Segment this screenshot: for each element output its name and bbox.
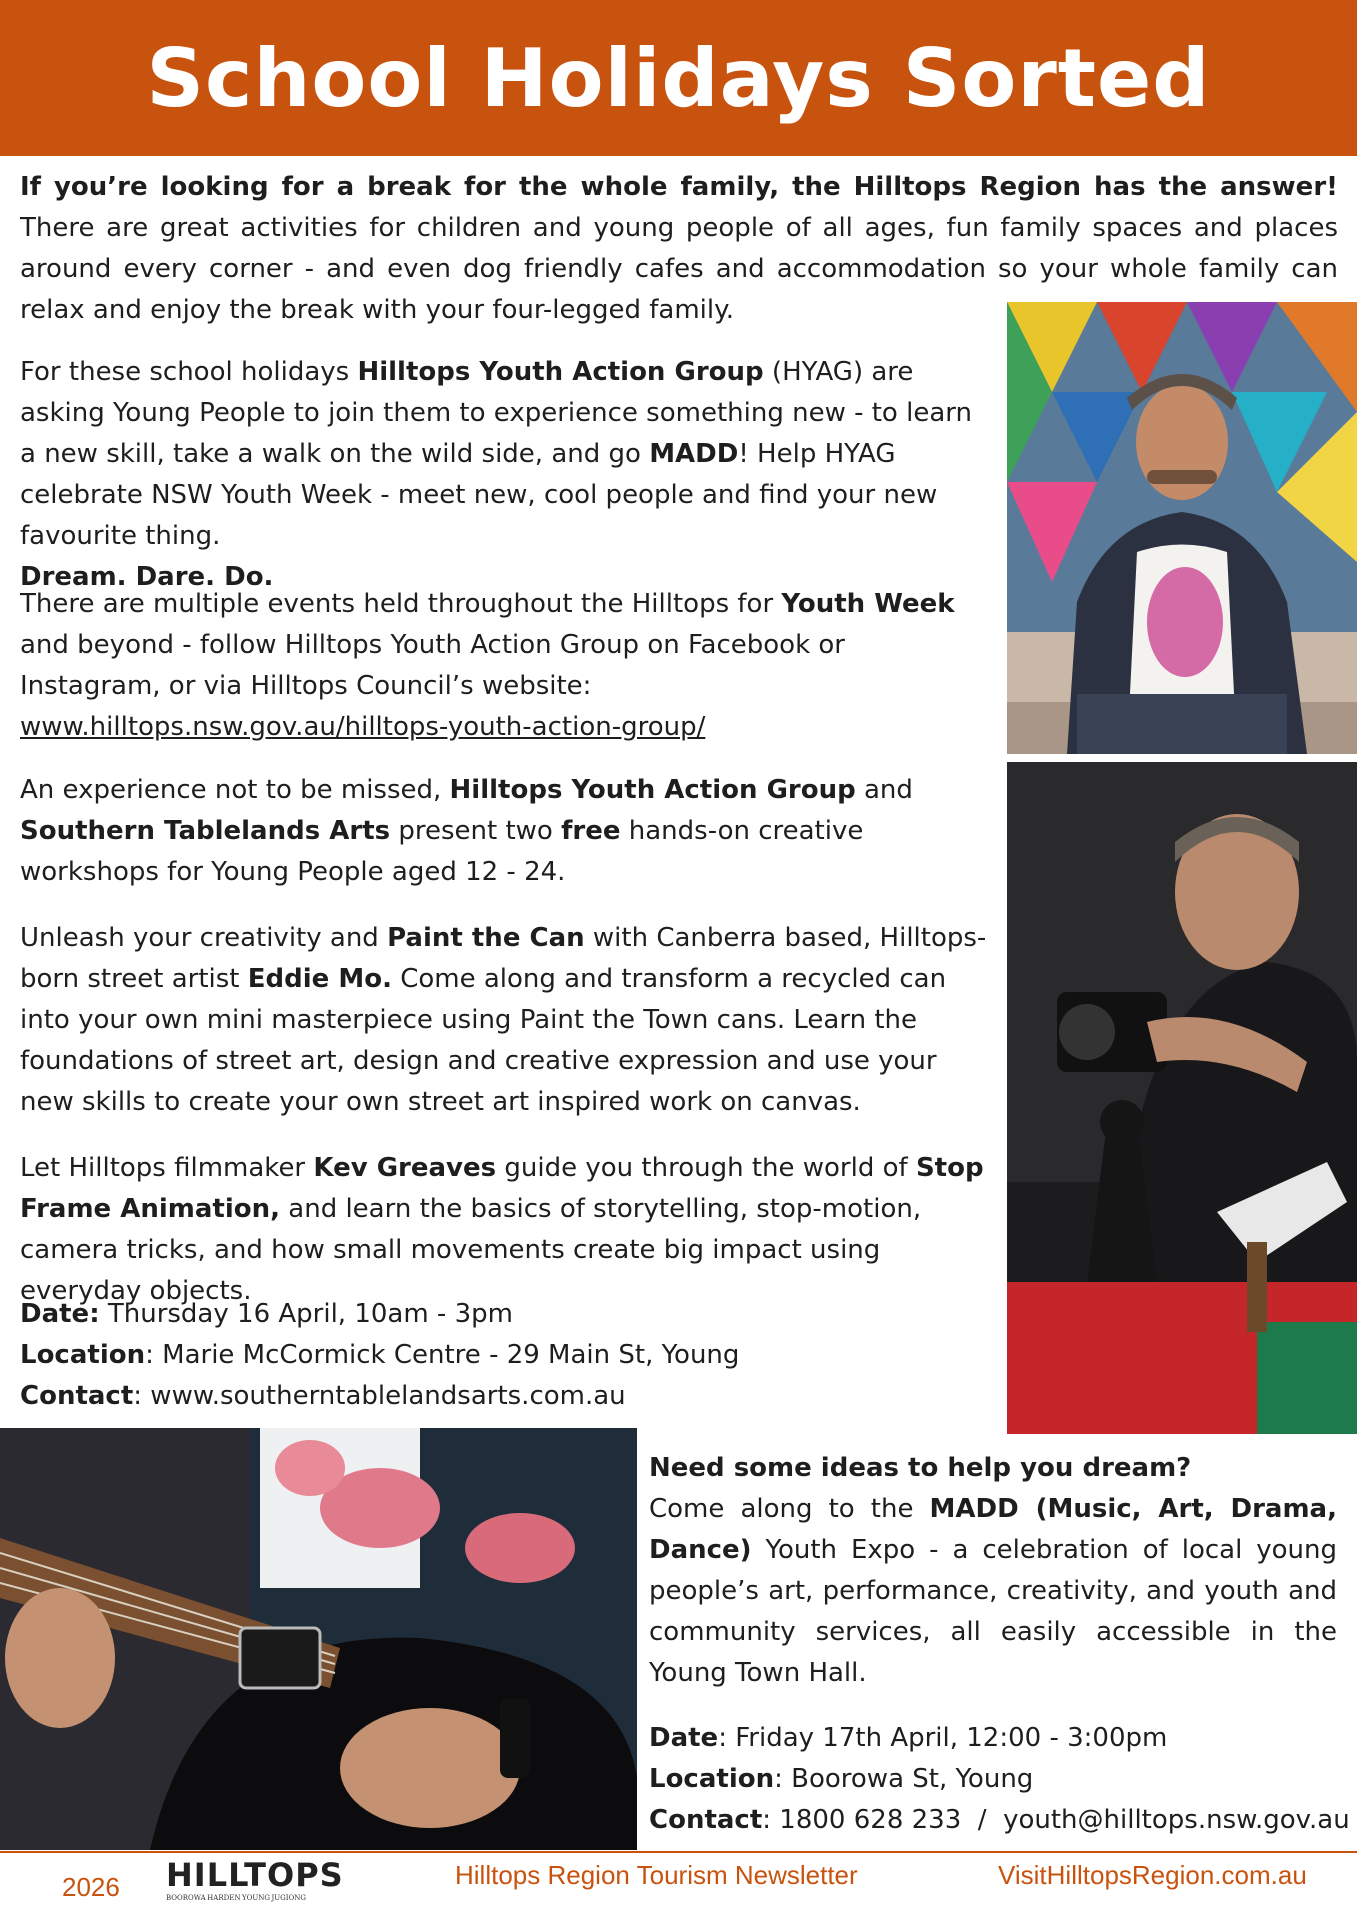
youth-week-name: Youth Week [781,589,955,619]
footer-divider [0,1851,1357,1853]
contact-value: : 1800 628 233 / youth@hilltops.nsw.gov.au [762,1805,1350,1835]
org-name: Hilltops Youth Action Group [449,775,856,805]
free-label: free [561,816,621,846]
contact-label: Contact [20,1381,134,1411]
date-label: Date: [20,1299,100,1329]
madd-paragraph [649,1489,1337,1694]
paint-the-can-paragraph [20,918,992,1123]
org-name: Hilltops Youth Action Group [357,357,764,387]
location-value: : Marie McCormick Centre - 29 Main St, Young [145,1340,740,1370]
location-label: Location [20,1340,146,1370]
text: and beyond - follow Hilltops Youth Action Group on Facebook or Instagram, or via Hilltops Council’s website: [20,630,845,701]
text: An experience not to be missed, [20,775,450,805]
text: For these school holidays [20,357,358,387]
page-title: School Holidays Sorted [146,31,1211,125]
filmmaker-name: Kev Greaves [313,1153,497,1183]
madd-heading-text: Need some ideas to help you dream? [649,1453,1192,1483]
footer-website-link[interactable]: VisitHilltopsRegion.com.au [998,1860,1307,1890]
artist-name: Eddie Mo. [247,964,392,994]
stop-frame-paragraph [20,1148,992,1312]
org-name: Southern Tablelands Arts [20,816,391,846]
hilltops-logo [166,1856,344,1916]
text: Come along and transform a recycled can into your own mini masterpiece using Paint the Town cans. Learn the foundations of street art, design and creative expression and use your new skills to create your own street art inspired work on canvas. [20,964,947,1117]
date-value: Thursday 16 April, 10am - 3pm [99,1299,513,1329]
footer-year: 2026 [62,1872,120,1902]
text: guide you through the world of [496,1153,916,1183]
footer-newsletter-name: Hilltops Region Tourism Newsletter [455,1860,858,1890]
youth-week-paragraph [20,584,992,748]
madd-details [649,1718,1349,1841]
text: Youth Expo - a celebration of local young people’s art, performance, creativity, and youth and community services, all easily accessible in the Young Town Hall. [649,1535,1337,1688]
photo-guitar [0,1428,637,1850]
date-label: Date [649,1723,719,1753]
intro-lead: If you’re looking for a break for the whole family, the Hilltops Region has the answer! [20,172,1338,202]
logo-towns [166,1894,306,1902]
workshop-name: Paint the Can [387,923,585,953]
text: and [855,775,913,805]
text: and learn the basics of storytelling, stop-motion, camera tricks, and how small movements create big impact using everyday objects. [20,1194,922,1306]
location-value: : Boorowa St, Young [774,1764,1034,1794]
intro-text: There are great activities for children and young people of all ages, fun family spaces and places around every corner - and even dog friendly cafes and accommodation so your whole family can relax and enjoy the break with your four-legged family. [20,213,1338,325]
date-value: : Friday 17th April, 12:00 - 3:00pm [718,1723,1168,1753]
madd-expo-name: MADD (Music, Art, Drama, Dance) [649,1494,1337,1565]
contact-value: : www.southerntablelandsarts.com.au [133,1381,626,1411]
filmmaker-image [1007,762,1357,1434]
logo-town: HARDEN [207,1894,241,1902]
text: Unleash your creativity and [20,923,388,953]
text: present two [390,816,562,846]
slogan: Dream. Dare. Do. [20,562,274,592]
text: There are multiple events held throughout the Hilltops for [20,589,782,619]
madd-name: MADD [649,439,739,469]
guitar-player-image [0,1428,637,1850]
photo-eddie-mo [1007,302,1357,754]
logo-town: YOUNG [241,1894,270,1902]
text: ! Help HYAG celebrate NSW Youth Week - meet new, cool people and find your new favourite thing. [20,439,938,551]
logo-town: BOOROWA [166,1894,206,1902]
logo-town: JUGIONG [271,1894,306,1902]
text: hands-on creative workshops for Young People aged 12 - 24. [20,816,864,887]
workshop-name: Stop Frame Animation, [20,1153,984,1224]
hyag-paragraph [20,352,992,598]
text: Come along to the [649,1494,930,1524]
photo-kev-greaves [1007,762,1357,1434]
hyag-website-link[interactable]: www.hilltops.nsw.gov.au/hilltops-youth-action-group/ [20,712,706,742]
mural-portrait-image [1007,302,1357,754]
madd-heading [649,1448,1337,1489]
workshop-details [20,1294,992,1417]
logo-wordmark: HILLTOPS [166,1856,344,1894]
header-banner [0,0,1357,156]
workshops-intro-paragraph [20,770,992,893]
text: Let Hilltops filmmaker [20,1153,314,1183]
text: (HYAG) are asking Young People to join them to experience something new - to learn a new skill, take a walk on the wild side, and go [20,357,972,469]
location-label: Location [649,1764,775,1794]
text: with Canberra based, Hilltops-born street artist [20,923,987,994]
contact-label: Contact [649,1805,763,1835]
